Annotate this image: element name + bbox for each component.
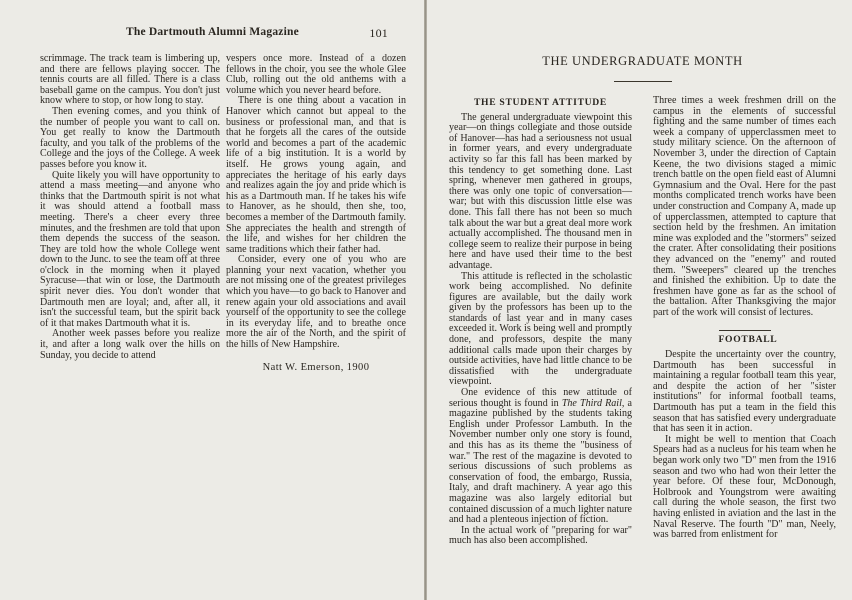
paragraph-text: , a magazine published by the students taking English under Professor Lambuth. In the November number only one story is found, and this has as its theme the "business of war." The rest of the magazine is devoted to serious discussions of such problems as conservation of food, the embargo, Russia, Italy, and draft machinery. A year ago this magazine was also largely editorial but contained discussion of a much lighter nature and had a plenteous injection of fiction. (449, 397, 632, 526)
paragraph: It might be well to mention that Coach Spears had as a nucleus for his team when he began work only two "D" men from the 1916 season and two who had won their letter the year before. Of these four, McDonough, Holbrook and Youngstrom were awaiting call during the whole season, the first two having enlisted in aviation and the last in the Naval Reserve. The fourth "D" man, Neely, was barred from enlistment for (653, 433, 836, 541)
section-title: THE UNDERGRADUATE MONTH (542, 54, 743, 68)
paragraph: Consider, every one of you who are planning your next vacation, whether you are not missing one of the greatest privileges which you have—to go back to Hanover and renew again your old associations and avail yourself of the opportunity to see the college in its everyday life, and to breathe once more the air of the North, and the spirit of the hills of New Hampshire. (226, 254, 406, 351)
paragraph: The general undergraduate viewpoint this year—on things collegiate and those outside of Hanover—has had a seriousness not usual in former years, and every undergraduate activity so far this fall has been marked by this tendency to get something done. Last spring, whenever men gathered in groups, there was only one topic of conversation—war; but with this discussion little else was done. This fall there has not been so much talk about the war but a great deal more work actually accomplished. The thousand men in college seem to realize their purpose in being here and have used their time to the best advantage. (449, 111, 632, 271)
paragraph: Another week passes before you realize it, and after a long walk over the hills on Sunday, you decide to attend (40, 328, 220, 361)
right-columns (449, 96, 836, 547)
paragraph: Despite the uncertainty over the country, Dartmouth has been successful in maintaining a regular football team this year, and despite the action of her "sister institutions" for informal football teams, Dartmouth has put a team in the field this season that has satisfied every undergraduate that has seen it in action. (653, 349, 836, 435)
paragraph: This attitude is reflected in the scholastic work being accomplished. No definite figures are available, but the daily work given by the professors has been up to the standards of last year and in many cases exceeded it. Work is being well and promptly done, and professors, despite the many additional calls made upon their charges by outside activities, have had little chance to be dissatisfied with the undergraduate viewpoint. (449, 270, 632, 388)
subheading-student-attitude: THE STUDENT ATTITUDE (473, 97, 608, 108)
left-column-2 (226, 54, 406, 373)
running-head (40, 26, 406, 42)
right-page (427, 0, 852, 600)
magazine-title: The Dartmouth Alumni Magazine (126, 26, 299, 38)
left-columns (40, 54, 406, 373)
title-rule (614, 81, 672, 82)
paragraph: Three times a week freshmen drill on the campus in the elements of successful fighting and the same number of times each week a company of upperclassmen meet to study military science. On the afternoon of November 3, under the direction of Captain Keene, the two divisions staged a mimic trench battle on the open field east of Alumni Gymnasium and the Oval. Here for the past months complicated trench works have been under construction and Company A, made up of upperclassmen, attempted to capture that section held by the freshmen. An imitation mine was exploded and the "stormers" seized the crater. After consolidating their positions they advanced on the "enemy" and routed them. "Sweepers" cleared up the trenches and finished the exhibition. Up to date the freshmen have gone as far as the school of the battalion. After Thanksgiving the major part of the work will consist of lectures. (653, 95, 836, 318)
left-page (0, 0, 424, 600)
subheading-football: FOOTBALL (719, 330, 771, 346)
page-number: 101 (369, 26, 388, 40)
paragraph: In the actual work of "preparing for war" much has also been accomplished. (449, 524, 632, 547)
paragraph: There is one thing about a vacation in Hanover which cannot but appeal to the business or professional man, and that is that he forgets all the cares of the outside world and becomes a part of the academic life of a big institution. It is a world by itself. He grows young again, and appreciates the heritage of his early days and realizes again the joy and pride which is his as a Dartmouth man. If he takes his wife to Hanover, as he should, then she, too, becomes a member of the Dartmouth family. She appreciates the health and strength of the life, and wishes for her children the same traditions which their father had. (226, 95, 406, 255)
paragraph: Then evening comes, and you think of the number of people you want to call on. You get really to know the Dartmouth faculty, and you talk of the problems of the College and the joys of the College. A week passes before you know it. (40, 105, 220, 170)
left-column-1 (40, 54, 220, 373)
paragraph-text: One evidence of this new attitude of serious thought is found in (449, 387, 632, 409)
magazine-name: The Third Rail (561, 397, 622, 409)
paragraph: scrimmage. The track team is limbering up, and there are fellows playing soccer. The tennis courts are all filled. There is a class baseball game on the campus. You don't just know where to stop, or how long to stay. (40, 53, 220, 107)
author-signature: Natt W. Emerson, 1900 (262, 361, 370, 373)
paragraph: vespers once more. Instead of a dozen fellows in the choir, you see the whole Glee Club, rolling out the old anthems with a volume which you never heard before. (226, 53, 406, 96)
right-column-1 (449, 96, 632, 547)
paragraph: Quite likely you will have opportunity to attend a mass meeting—and anyone who thinks that the Dartmouth spirit is not what it was should attend a football mass meeting. There's a cheer every three minutes, and the freshmen are told that upon them depends the success of the season. They are told how the whole College went down to the Junc. to see the team off at three o'clock in the morning when it played Syracuse—that win or lose, the Dartmouth spirit never dies. You don't wonder that Dartmouth men are loyal; and, after all, it isn't the successful team, but the spirit back of it that makes Dartmouth what it is. (40, 169, 220, 329)
right-column-2 (653, 96, 836, 547)
paragraph (449, 388, 632, 526)
